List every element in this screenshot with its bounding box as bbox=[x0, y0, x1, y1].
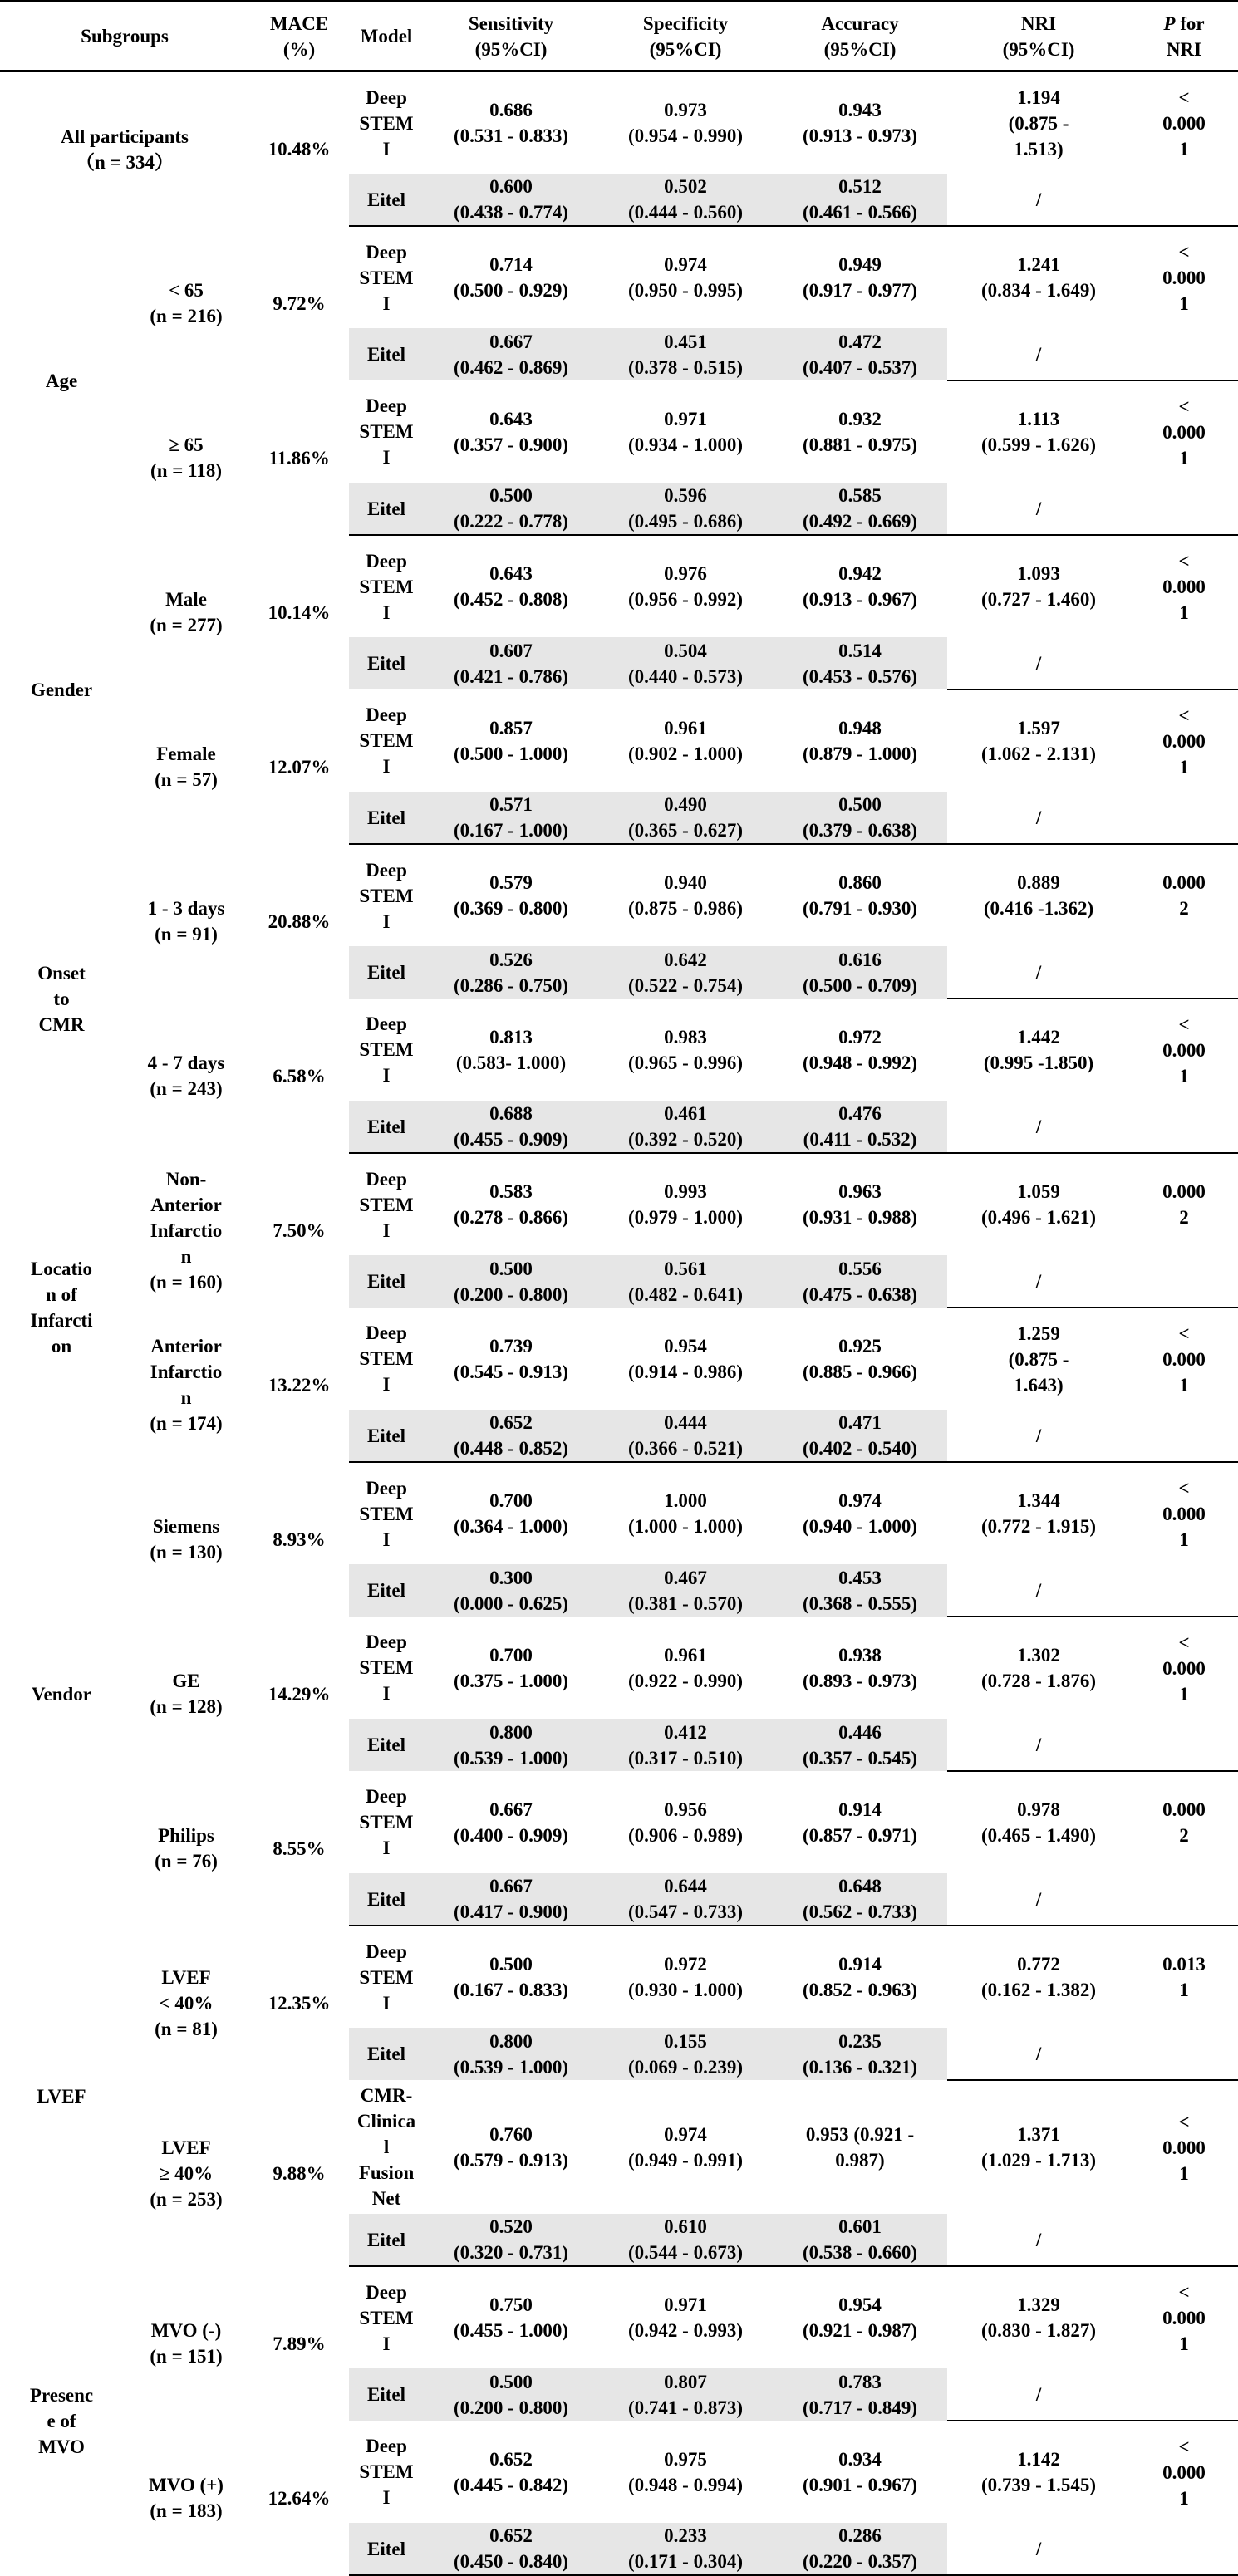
p-value bbox=[1130, 2523, 1238, 2575]
p-value: < 0.000 1 bbox=[1162, 1477, 1206, 1550]
sensitivity-value: 0.579 (0.369 - 0.800) bbox=[454, 872, 568, 919]
model-name: Eitel bbox=[349, 946, 424, 999]
p-value bbox=[1130, 174, 1238, 226]
nri-value: 1.142 (0.739 - 1.545) bbox=[981, 2449, 1096, 2495]
specificity-value: 0.807 (0.741 - 0.873) bbox=[598, 2368, 773, 2421]
model-name: Deep STEM I bbox=[359, 1941, 414, 2014]
sensitivity-value: 0.686 (0.531 - 0.833) bbox=[454, 100, 568, 146]
nri-value: 0.978 (0.465 - 1.490) bbox=[981, 1799, 1096, 1846]
accuracy-value: 0.932 (0.881 - 0.975) bbox=[803, 408, 917, 455]
specificity-value: 1.000 (1.000 - 1.000) bbox=[628, 1490, 743, 1537]
specificity-value: 0.973 (0.954 - 0.990) bbox=[628, 100, 743, 146]
specificity-value: 0.993 (0.979 - 1.000) bbox=[628, 1181, 743, 1228]
sensitivity-value: 0.760 (0.579 - 0.913) bbox=[454, 2123, 568, 2171]
p-value: < 0.000 1 bbox=[1162, 86, 1206, 159]
model-name: Eitel bbox=[349, 2214, 424, 2266]
accuracy-value: 0.934 (0.901 - 0.967) bbox=[803, 2448, 917, 2495]
p-value bbox=[1130, 1410, 1238, 1462]
sensitivity-value: 0.300 (0.000 - 0.625) bbox=[424, 1564, 598, 1617]
p-value bbox=[1130, 483, 1238, 535]
specificity-value: 0.974 (0.950 - 0.995) bbox=[628, 254, 743, 301]
model-name: Deep STEM I bbox=[359, 2436, 414, 2508]
table-row bbox=[0, 1617, 1238, 1719]
table-row bbox=[0, 535, 1238, 637]
accuracy-value: 0.446 (0.357 - 0.545) bbox=[773, 1719, 947, 1771]
header-row bbox=[0, 2, 1238, 71]
subgroup-label: Male (n = 277) bbox=[150, 589, 223, 635]
table-row bbox=[0, 2421, 1238, 2523]
specificity-value: 0.596 (0.495 - 0.686) bbox=[598, 483, 773, 535]
model-name: CMR- Clinica l Fusion Net bbox=[356, 2085, 416, 2209]
model-name: Deep STEM I bbox=[359, 1477, 414, 1550]
nri-value: 1.302 (0.728 - 1.876) bbox=[981, 1645, 1096, 1691]
table-row bbox=[0, 844, 1238, 946]
table-row bbox=[0, 689, 1238, 792]
model-name: Eitel bbox=[349, 637, 424, 689]
mace-value: 12.35% bbox=[268, 1992, 331, 2014]
nri-value: 0.889 (0.416 -1.362) bbox=[983, 872, 1094, 919]
nri-value: / bbox=[947, 1719, 1130, 1771]
p-value bbox=[1130, 1564, 1238, 1617]
nri-value: 1.371 (1.029 - 1.713) bbox=[981, 2124, 1096, 2171]
nri-value: / bbox=[947, 946, 1130, 999]
p-value bbox=[1130, 1719, 1238, 1771]
accuracy-value: 0.472 (0.407 - 0.537) bbox=[773, 328, 947, 380]
specificity-value: 0.975 (0.948 - 0.994) bbox=[628, 2448, 743, 2495]
sensitivity-value: 0.500 (0.200 - 0.800) bbox=[424, 2368, 598, 2421]
specificity-value: 0.502 (0.444 - 0.560) bbox=[598, 174, 773, 226]
mace-value: 10.14% bbox=[268, 601, 331, 623]
subgroup-label: Anterior Infarctio n (n = 174) bbox=[150, 1336, 223, 1434]
nri-value: / bbox=[947, 637, 1130, 689]
p-value: < 0.000 1 bbox=[1162, 2111, 1206, 2184]
accuracy-value: 0.954 (0.921 - 0.987) bbox=[803, 2294, 917, 2341]
sensitivity-value: 0.526 (0.286 - 0.750) bbox=[424, 946, 598, 999]
mace-value: 12.64% bbox=[268, 2487, 331, 2509]
model-name: Eitel bbox=[349, 174, 424, 226]
specificity-value: 0.956 (0.906 - 0.989) bbox=[628, 1798, 743, 1846]
nri-value: 0.772 (0.162 - 1.382) bbox=[981, 1954, 1096, 2000]
nri-value: 1.194 (0.875 - 1.513) bbox=[1008, 86, 1069, 159]
accuracy-value: 0.914 (0.852 - 0.963) bbox=[803, 1954, 917, 2000]
accuracy-value: 0.601 (0.538 - 0.660) bbox=[773, 2214, 947, 2266]
model-name: Eitel bbox=[349, 1873, 424, 1926]
subgroup-label: GE (n = 128) bbox=[150, 1671, 223, 1717]
model-name: Eitel bbox=[349, 483, 424, 535]
model-name: Deep STEM I bbox=[359, 1168, 414, 1241]
model-name: Eitel bbox=[349, 2523, 424, 2575]
nri-value: / bbox=[947, 792, 1130, 844]
p-value: < 0.000 1 bbox=[1162, 395, 1206, 469]
accuracy-value: 0.860 (0.791 - 0.930) bbox=[803, 872, 917, 919]
model-name: Eitel bbox=[349, 792, 424, 844]
sensitivity-value: 0.643 (0.452 - 0.808) bbox=[454, 563, 568, 610]
p-value: < 0.000 1 bbox=[1162, 1631, 1206, 1705]
model-name: Eitel bbox=[349, 2368, 424, 2421]
p-value: 0.000 2 bbox=[1162, 872, 1206, 919]
subgroup-label: LVEF < 40% (n = 81) bbox=[155, 1966, 218, 2039]
table-row bbox=[0, 1771, 1238, 1873]
specificity-value: 0.444 (0.366 - 0.521) bbox=[598, 1410, 773, 1462]
sensitivity-value: 0.500 (0.222 - 0.778) bbox=[424, 483, 598, 535]
nri-value: 1.329 (0.830 - 1.827) bbox=[981, 2294, 1096, 2341]
model-name: Deep STEM I bbox=[359, 1013, 414, 1086]
sensitivity-value: 0.607 (0.421 - 0.786) bbox=[424, 637, 598, 689]
header-p-for-nri bbox=[1130, 2, 1238, 71]
mace-value: 8.93% bbox=[273, 1528, 326, 1550]
accuracy-value: 0.938 (0.893 - 0.973) bbox=[803, 1644, 917, 1691]
specificity-value: 0.954 (0.914 - 0.986) bbox=[628, 1335, 743, 1382]
specificity-value: 0.467 (0.381 - 0.570) bbox=[598, 1564, 773, 1617]
accuracy-value: 0.783 (0.717 - 0.849) bbox=[773, 2368, 947, 2421]
mace-value: 8.55% bbox=[273, 1838, 326, 1859]
accuracy-value: 0.500 (0.379 - 0.638) bbox=[773, 792, 947, 844]
accuracy-value: 0.453 (0.368 - 0.555) bbox=[773, 1564, 947, 1617]
group-label: Onset to CMR bbox=[37, 962, 86, 1035]
nri-value: / bbox=[947, 2214, 1130, 2266]
p-value: < 0.000 1 bbox=[1162, 2281, 1206, 2354]
sensitivity-value: 0.520 (0.320 - 0.731) bbox=[424, 2214, 598, 2266]
nri-value: 1.113 (0.599 - 1.626) bbox=[981, 409, 1096, 455]
nri-value: 1.344 (0.772 - 1.915) bbox=[981, 1490, 1096, 1537]
nri-value: / bbox=[947, 1564, 1130, 1617]
header-p-rest: for NRI bbox=[1166, 12, 1205, 60]
table-body bbox=[0, 71, 1238, 2576]
mace-value: 14.29% bbox=[268, 1683, 331, 1705]
nri-value: 1.597 (1.062 - 2.131) bbox=[981, 718, 1096, 764]
specificity-value: 0.412 (0.317 - 0.510) bbox=[598, 1719, 773, 1771]
nri-value: / bbox=[947, 1101, 1130, 1153]
specificity-value: 0.983 (0.965 - 0.996) bbox=[628, 1026, 743, 1073]
nri-value: / bbox=[947, 2523, 1130, 2575]
sensitivity-value: 0.500 (0.167 - 0.833) bbox=[454, 1954, 568, 2000]
header-p-italic: P bbox=[1163, 12, 1176, 34]
specificity-value: 0.940 (0.875 - 0.986) bbox=[628, 872, 743, 919]
nri-value: / bbox=[947, 2368, 1130, 2421]
mace-value: 10.48% bbox=[268, 139, 331, 159]
table-row bbox=[0, 1153, 1238, 1255]
p-value bbox=[1130, 1255, 1238, 1308]
p-value: < 0.000 1 bbox=[1162, 1013, 1206, 1087]
group-label: Gender bbox=[30, 679, 93, 700]
p-value bbox=[1130, 328, 1238, 380]
subgroup-label: 1 - 3 days (n = 91) bbox=[147, 898, 225, 945]
header-mace: MACE (%) bbox=[249, 2, 349, 71]
sensitivity-value: 0.714 (0.500 - 0.929) bbox=[454, 254, 568, 301]
sensitivity-value: 0.667 (0.417 - 0.900) bbox=[424, 1873, 598, 1926]
specificity-value: 0.561 (0.482 - 0.641) bbox=[598, 1255, 773, 1308]
subgroup-label: All participants （n = 334） bbox=[61, 125, 189, 173]
subgroup-label: MVO (+) (n = 183) bbox=[149, 2475, 224, 2521]
table-row bbox=[0, 1308, 1238, 1410]
specificity-value: 0.961 (0.902 - 1.000) bbox=[628, 717, 743, 764]
mace-value: 9.88% bbox=[273, 2162, 326, 2184]
header-accuracy: Accuracy (95%CI) bbox=[773, 2, 947, 71]
header-subgroups: Subgroups bbox=[0, 2, 249, 71]
sensitivity-value: 0.643 (0.357 - 0.900) bbox=[454, 408, 568, 455]
sensitivity-value: 0.571 (0.167 - 1.000) bbox=[424, 792, 598, 844]
model-name: Eitel bbox=[349, 1719, 424, 1771]
model-name: Deep STEM I bbox=[359, 86, 414, 159]
p-value bbox=[1130, 1101, 1238, 1153]
accuracy-value: 0.514 (0.453 - 0.576) bbox=[773, 637, 947, 689]
accuracy-value: 0.471 (0.402 - 0.540) bbox=[773, 1410, 947, 1462]
p-value bbox=[1130, 2028, 1238, 2080]
sensitivity-value: 0.813 (0.583- 1.000) bbox=[455, 1026, 567, 1073]
nri-value: 1.442 (0.995 -1.850) bbox=[983, 1027, 1094, 1073]
group-label: Vendor bbox=[32, 1683, 91, 1705]
table-row bbox=[0, 226, 1238, 328]
group-label: Age bbox=[45, 370, 78, 391]
model-name: Deep STEM I bbox=[359, 2281, 414, 2354]
nri-value: / bbox=[947, 174, 1130, 226]
specificity-value: 0.972 (0.930 - 1.000) bbox=[628, 1954, 743, 2000]
table-row bbox=[0, 2266, 1238, 2368]
model-name: Eitel bbox=[349, 1564, 424, 1617]
subgroup-label: Non- Anterior Infarctio n (n = 160) bbox=[150, 1168, 223, 1293]
p-value bbox=[1130, 1873, 1238, 1926]
model-name: Eitel bbox=[349, 328, 424, 380]
subgroup-label: 4 - 7 days (n = 243) bbox=[147, 1052, 225, 1099]
sensitivity-value: 0.750 (0.455 - 1.000) bbox=[454, 2294, 568, 2341]
nri-value: / bbox=[947, 328, 1130, 380]
accuracy-value: 0.512 (0.461 - 0.566) bbox=[773, 174, 947, 226]
sensitivity-value: 0.688 (0.455 - 0.909) bbox=[424, 1101, 598, 1153]
sensitivity-value: 0.652 (0.450 - 0.840) bbox=[424, 2523, 598, 2575]
p-value: < 0.000 1 bbox=[1162, 2436, 1206, 2509]
table-row bbox=[0, 2080, 1238, 2214]
accuracy-value: 0.925 (0.885 - 0.966) bbox=[803, 1335, 917, 1382]
accuracy-value: 0.948 (0.879 - 1.000) bbox=[803, 717, 917, 764]
sensitivity-value: 0.500 (0.200 - 0.800) bbox=[424, 1255, 598, 1308]
sensitivity-value: 0.667 (0.400 - 0.909) bbox=[454, 1798, 568, 1846]
nri-value: / bbox=[947, 483, 1130, 535]
p-value: 0.000 2 bbox=[1162, 1799, 1206, 1846]
subgroup-label: LVEF ≥ 40% (n = 253) bbox=[150, 2137, 223, 2210]
group-label: Locatio n of Infarcti on bbox=[30, 1259, 93, 1357]
header-sensitivity: Sensitivity (95%CI) bbox=[424, 2, 598, 71]
table-row bbox=[0, 1926, 1238, 2028]
p-value: 0.013 1 bbox=[1162, 1954, 1206, 2000]
mace-value: 20.88% bbox=[268, 910, 331, 932]
p-value bbox=[1130, 2214, 1238, 2266]
accuracy-value: 0.476 (0.411 - 0.532) bbox=[773, 1101, 947, 1153]
mace-value: 7.89% bbox=[273, 2333, 326, 2354]
subgroup-label: MVO (-) (n = 151) bbox=[150, 2320, 223, 2367]
subgroup-label: Philips (n = 76) bbox=[155, 1825, 218, 1872]
sensitivity-value: 0.667 (0.462 - 0.869) bbox=[424, 328, 598, 380]
specificity-value: 0.504 (0.440 - 0.573) bbox=[598, 637, 773, 689]
sensitivity-value: 0.652 (0.445 - 0.842) bbox=[454, 2448, 568, 2495]
model-name: Eitel bbox=[349, 1410, 424, 1462]
nri-value: 1.059 (0.496 - 1.621) bbox=[981, 1181, 1096, 1228]
model-name: Deep STEM I bbox=[359, 550, 414, 623]
subgroup-label: ≥ 65 (n = 118) bbox=[150, 434, 222, 481]
accuracy-value: 0.942 (0.913 - 0.967) bbox=[803, 563, 917, 610]
p-value: 0.000 2 bbox=[1162, 1181, 1206, 1228]
accuracy-value: 0.286 (0.220 - 0.357) bbox=[773, 2523, 947, 2575]
sensitivity-value: 0.800 (0.539 - 1.000) bbox=[424, 1719, 598, 1771]
accuracy-value: 0.585 (0.492 - 0.669) bbox=[773, 483, 947, 535]
group-label: Presenc e of MVO bbox=[29, 2384, 94, 2457]
accuracy-value: 0.972 (0.948 - 0.992) bbox=[803, 1026, 917, 1073]
header-model: Model bbox=[349, 2, 424, 71]
nri-value: 1.241 (0.834 - 1.649) bbox=[981, 254, 1096, 301]
model-name: Eitel bbox=[349, 1255, 424, 1308]
specificity-value: 0.490 (0.365 - 0.627) bbox=[598, 792, 773, 844]
accuracy-value: 0.949 (0.917 - 0.977) bbox=[803, 254, 917, 301]
nri-value: / bbox=[947, 1873, 1130, 1926]
table-row bbox=[0, 1462, 1238, 1564]
accuracy-value: 0.556 (0.475 - 0.638) bbox=[773, 1255, 947, 1308]
specificity-value: 0.971 (0.934 - 1.000) bbox=[628, 408, 743, 455]
sensitivity-value: 0.739 (0.545 - 0.913) bbox=[454, 1335, 568, 1382]
table-row bbox=[0, 999, 1238, 1101]
specificity-value: 0.451 (0.378 - 0.515) bbox=[598, 328, 773, 380]
specificity-value: 0.642 (0.522 - 0.754) bbox=[598, 946, 773, 999]
mace-value: 6.58% bbox=[273, 1065, 326, 1087]
model-name: Eitel bbox=[349, 2028, 424, 2080]
model-name: Eitel bbox=[349, 1101, 424, 1153]
model-name: Deep STEM I bbox=[359, 241, 414, 314]
model-name: Deep STEM I bbox=[359, 1786, 414, 1858]
mace-value: 9.72% bbox=[273, 292, 326, 314]
nri-value: / bbox=[947, 1255, 1130, 1308]
sensitivity-value: 0.857 (0.500 - 1.000) bbox=[454, 717, 568, 764]
p-value: < 0.000 1 bbox=[1162, 1322, 1206, 1396]
sensitivity-value: 0.583 (0.278 - 0.866) bbox=[454, 1181, 568, 1228]
subgroup-label: Siemens (n = 130) bbox=[150, 1516, 223, 1563]
p-value bbox=[1130, 2368, 1238, 2421]
accuracy-value: 0.953 (0.921 - 0.987) bbox=[805, 2123, 915, 2171]
subgroup-label: Female (n = 57) bbox=[155, 743, 218, 790]
sensitivity-value: 0.652 (0.448 - 0.852) bbox=[424, 1410, 598, 1462]
table-row bbox=[0, 71, 1238, 174]
sensitivity-value: 0.600 (0.438 - 0.774) bbox=[424, 174, 598, 226]
p-value bbox=[1130, 792, 1238, 844]
sensitivity-value: 0.700 (0.364 - 1.000) bbox=[454, 1490, 568, 1537]
specificity-value: 0.644 (0.547 - 0.733) bbox=[598, 1873, 773, 1926]
accuracy-value: 0.974 (0.940 - 1.000) bbox=[803, 1490, 917, 1537]
p-value bbox=[1130, 946, 1238, 999]
header-nri: NRI (95%CI) bbox=[947, 2, 1130, 71]
model-name: Deep STEM I bbox=[359, 1322, 414, 1395]
accuracy-value: 0.914 (0.857 - 0.971) bbox=[803, 1798, 917, 1846]
subgroup-label: < 65 (n = 216) bbox=[150, 280, 223, 326]
p-value bbox=[1130, 637, 1238, 689]
accuracy-value: 0.235 (0.136 - 0.321) bbox=[773, 2028, 947, 2080]
nri-value: / bbox=[947, 1410, 1130, 1462]
nri-value: / bbox=[947, 2028, 1130, 2080]
specificity-value: 0.155 (0.069 - 0.239) bbox=[598, 2028, 773, 2080]
table-row bbox=[0, 380, 1238, 483]
accuracy-value: 0.648 (0.562 - 0.733) bbox=[773, 1873, 947, 1926]
mace-value: 12.07% bbox=[268, 756, 331, 778]
specificity-value: 0.461 (0.392 - 0.520) bbox=[598, 1101, 773, 1153]
p-value: < 0.000 1 bbox=[1162, 550, 1206, 623]
model-name: Deep STEM I bbox=[359, 704, 414, 777]
mace-value: 11.86% bbox=[268, 447, 330, 469]
group-label: LVEF bbox=[37, 2085, 86, 2107]
specificity-value: 0.976 (0.956 - 0.992) bbox=[628, 563, 743, 610]
specificity-value: 0.974 (0.949 - 0.991) bbox=[628, 2123, 743, 2171]
model-name: Deep STEM I bbox=[359, 1631, 414, 1704]
header-specificity: Specificity (95%CI) bbox=[598, 2, 773, 71]
specificity-value: 0.233 (0.171 - 0.304) bbox=[598, 2523, 773, 2575]
specificity-value: 0.610 (0.544 - 0.673) bbox=[598, 2214, 773, 2266]
model-name: Deep STEM I bbox=[359, 395, 414, 468]
accuracy-value: 0.963 (0.931 - 0.988) bbox=[803, 1181, 917, 1228]
nri-value: 1.093 (0.727 - 1.460) bbox=[981, 563, 1096, 610]
p-value: < 0.000 1 bbox=[1162, 241, 1206, 314]
nri-value: 1.259 (0.875 - 1.643) bbox=[1008, 1322, 1069, 1396]
model-name: Deep STEM I bbox=[359, 859, 414, 932]
mace-value: 7.50% bbox=[273, 1219, 326, 1241]
accuracy-value: 0.616 (0.500 - 0.709) bbox=[773, 946, 947, 999]
specificity-value: 0.961 (0.922 - 0.990) bbox=[628, 1644, 743, 1691]
specificity-value: 0.971 (0.942 - 0.993) bbox=[628, 2294, 743, 2341]
mace-value: 13.22% bbox=[268, 1374, 331, 1396]
accuracy-value: 0.943 (0.913 - 0.973) bbox=[803, 100, 917, 146]
p-value: < 0.000 1 bbox=[1162, 704, 1206, 778]
sensitivity-value: 0.700 (0.375 - 1.000) bbox=[454, 1644, 568, 1691]
sensitivity-value: 0.800 (0.539 - 1.000) bbox=[424, 2028, 598, 2080]
